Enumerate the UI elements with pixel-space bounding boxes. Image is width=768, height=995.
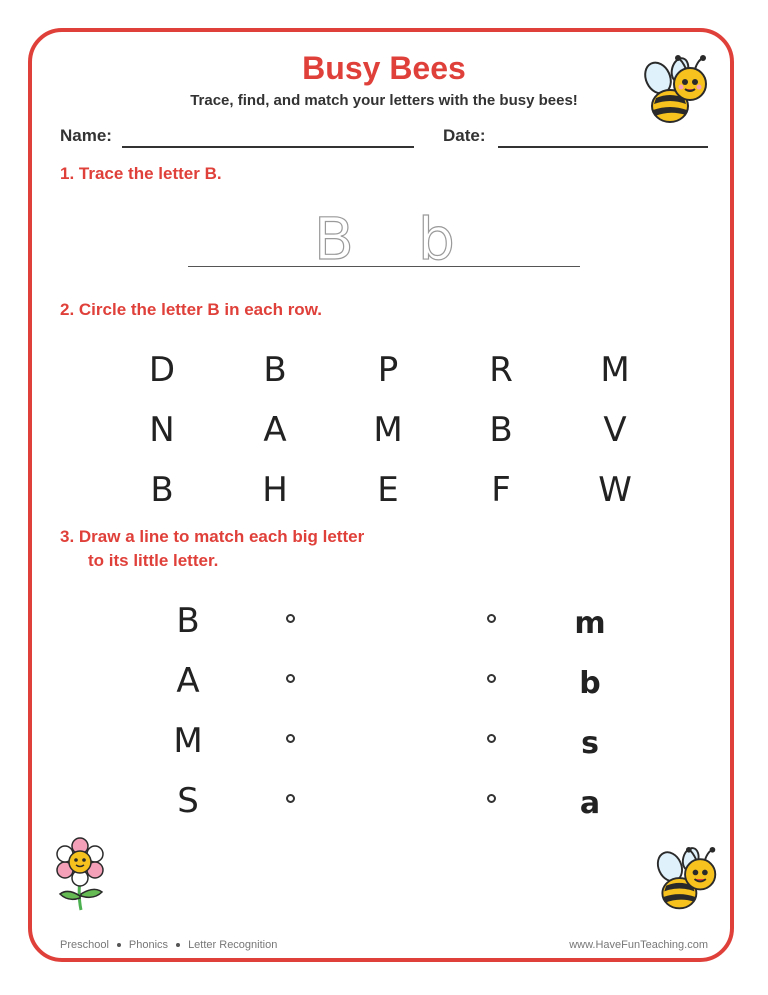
bullet-icon [176, 943, 180, 947]
big-letter: A [176, 661, 200, 701]
big-letter: B [176, 601, 200, 641]
trace-letter-lowercase[interactable]: b [418, 205, 455, 273]
match-dot-left[interactable] [286, 614, 295, 623]
grid-letter[interactable]: N [149, 410, 175, 450]
worksheet-title: Busy Bees [302, 50, 466, 86]
little-letter: b [579, 666, 601, 701]
footer-tags [60, 939, 277, 951]
little-letter: a [579, 786, 601, 821]
grid-letter[interactable]: W [598, 470, 632, 510]
bullet-icon [117, 943, 121, 947]
trace-letter-uppercase[interactable]: B [314, 205, 354, 273]
worksheet-subtitle: Trace, find, and match your letters with the busy bees! [190, 92, 578, 109]
section1-title: 1. Trace the letter B. [60, 164, 222, 183]
match-dot-left[interactable] [286, 674, 295, 683]
grid-letter[interactable]: B [150, 470, 174, 510]
grid-letter[interactable]: V [603, 410, 627, 450]
little-letter: s [581, 726, 599, 761]
grid-letter[interactable]: P [377, 350, 399, 390]
match-dot-right[interactable] [487, 614, 496, 623]
trace-baseline [188, 266, 580, 267]
name-label: Name: [60, 126, 112, 145]
match-dot-left[interactable] [286, 734, 295, 743]
section3-title-line1: 3. Draw a line to match each big letter [60, 527, 365, 546]
grid-letter[interactable]: A [263, 410, 287, 450]
grid-letter[interactable]: B [263, 350, 287, 390]
grid-letter[interactable]: D [148, 350, 176, 390]
match-dot-right[interactable] [487, 794, 496, 803]
grid-letter[interactable]: H [262, 470, 288, 510]
big-letter: S [177, 781, 199, 821]
section3-title-line2: to its little letter. [88, 551, 219, 570]
section2-title: 2. Circle the letter B in each row. [60, 300, 323, 319]
grid-letter[interactable]: E [377, 470, 399, 510]
match-dot-right[interactable] [487, 674, 496, 683]
grid-letter[interactable]: R [489, 350, 513, 390]
bee-icon [652, 846, 720, 914]
name-field[interactable] [122, 146, 414, 148]
footer-tag: Preschool [60, 939, 109, 951]
flower-icon [54, 838, 106, 912]
little-letter: m [574, 606, 606, 641]
big-letter: M [173, 721, 203, 761]
footer-tag: Letter Recognition [188, 939, 278, 951]
bee-icon [640, 56, 710, 128]
match-dot-right[interactable] [487, 734, 496, 743]
match-dot-left[interactable] [286, 794, 295, 803]
footer-website[interactable]: www.HaveFunTeaching.com [569, 939, 708, 951]
grid-letter[interactable]: F [491, 470, 511, 510]
grid-letter[interactable]: M [373, 410, 403, 450]
grid-letter[interactable]: M [600, 350, 630, 390]
grid-letter[interactable]: B [489, 410, 513, 450]
date-label: Date: [443, 126, 486, 145]
date-field[interactable] [498, 146, 708, 148]
section3-title [60, 525, 364, 573]
footer-tag: Phonics [128, 939, 169, 951]
